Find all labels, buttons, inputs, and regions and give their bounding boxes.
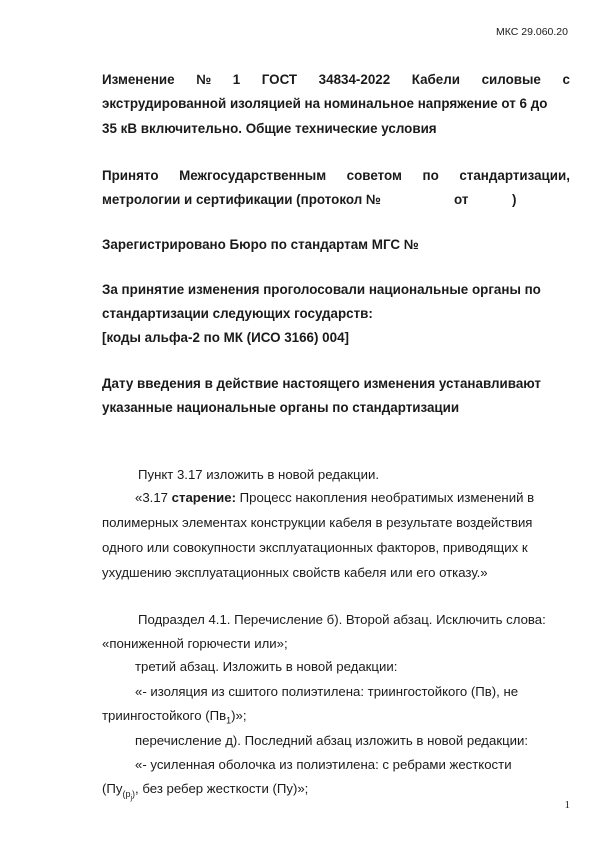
definition-text: Процесс накопления необратимых изменений в — [236, 490, 535, 505]
aging-definition-line-2: полимерных элементах конструкции кабеля в результате воздействия — [102, 515, 533, 530]
subscript: (рj) — [122, 788, 136, 802]
voted-line-2: стандартизации следующих государств: — [102, 306, 373, 321]
third-paragraph-instruction: третий абзац. Изложить в новой редакции: — [135, 659, 398, 674]
title-word: ГОСТ — [261, 72, 298, 87]
country-codes: [коды альфа-2 по МК (ИСО 3166) 004] — [102, 330, 349, 345]
adopted-close-paren: ) — [512, 192, 517, 207]
defined-term: старение: — [171, 490, 236, 505]
title-word: № — [196, 72, 212, 87]
title-word: 34834-2022 — [318, 72, 391, 87]
adopted-word: по — [422, 168, 439, 183]
sheath-line-2 — [102, 781, 308, 801]
title-word: Кабели — [411, 72, 460, 87]
effective-line-2: указанные национальные органы по стандартизации — [102, 400, 460, 415]
adopted-date-label: от — [454, 192, 469, 207]
clause-3-17-instruction: Пункт 3.17 изложить в новой редакции. — [138, 467, 379, 482]
adopted-protocol-label: метрологии и сертификации (протокол № — [102, 192, 381, 207]
insulation-line-2 — [102, 708, 246, 726]
amendment-title-line-1 — [102, 72, 570, 87]
sheath-text: (Пу — [102, 781, 123, 796]
clause-number: «3.17 — [135, 490, 172, 505]
aging-definition-line-1 — [135, 490, 570, 505]
adopted-line-1 — [102, 168, 570, 183]
sheath-line-1: «- усиленная оболочка из полиэтилена: с ребрами жесткости — [135, 757, 512, 772]
excluded-words: «пониженной горючести или»; — [102, 636, 288, 651]
aging-definition-line-4: ухудшению эксплуатационных свойств кабеля или его отказу.» — [102, 565, 488, 580]
enumeration-d-instruction: перечисление д). Последний абзац изложить в новой редакции: — [135, 733, 529, 748]
adopted-word: советом — [346, 168, 402, 183]
insulation-text: триингостойкого (Пв — [102, 708, 227, 723]
title-word: с — [562, 72, 570, 87]
classification-code: МКС 29.060.20 — [496, 26, 568, 38]
sheath-text-end: , без ребер жесткости (Пу)»; — [135, 781, 309, 796]
insulation-line-1: «- изоляция из сшитого полиэтилена: триингостойкого (Пв), не — [135, 684, 519, 699]
amendment-title-line-2: экструдированной изоляцией на номинальное напряжение от 6 до — [102, 96, 548, 111]
adopted-word: стандартизации, — [459, 168, 570, 183]
registered-line: Зарегистрировано Бюро по стандартам МГС № — [102, 237, 419, 252]
aging-definition-line-3: одного или совокупности эксплуатационных факторов, приводящих к — [102, 540, 528, 555]
amendment-title-line-3: 35 кВ включительно. Общие технические условия — [102, 121, 437, 136]
effective-line-1: Дату введения в действие настоящего изменения устанавливают — [102, 376, 541, 391]
title-word: Изменение — [102, 72, 175, 87]
title-word: силовые — [481, 72, 541, 87]
subscript: 1 — [226, 715, 232, 726]
insulation-text-end: )»; — [231, 708, 247, 723]
title-word: 1 — [232, 72, 241, 87]
adopted-word: Принято — [102, 168, 159, 183]
adopted-word: Межгосударственным — [179, 168, 327, 183]
page-number: 1 — [564, 799, 570, 811]
subsection-4-1-instruction: Подраздел 4.1. Перечисление б). Второй абзац. Исключить слова: — [138, 612, 546, 627]
voted-line-1: За принятие изменения проголосовали национальные органы по — [102, 282, 541, 297]
